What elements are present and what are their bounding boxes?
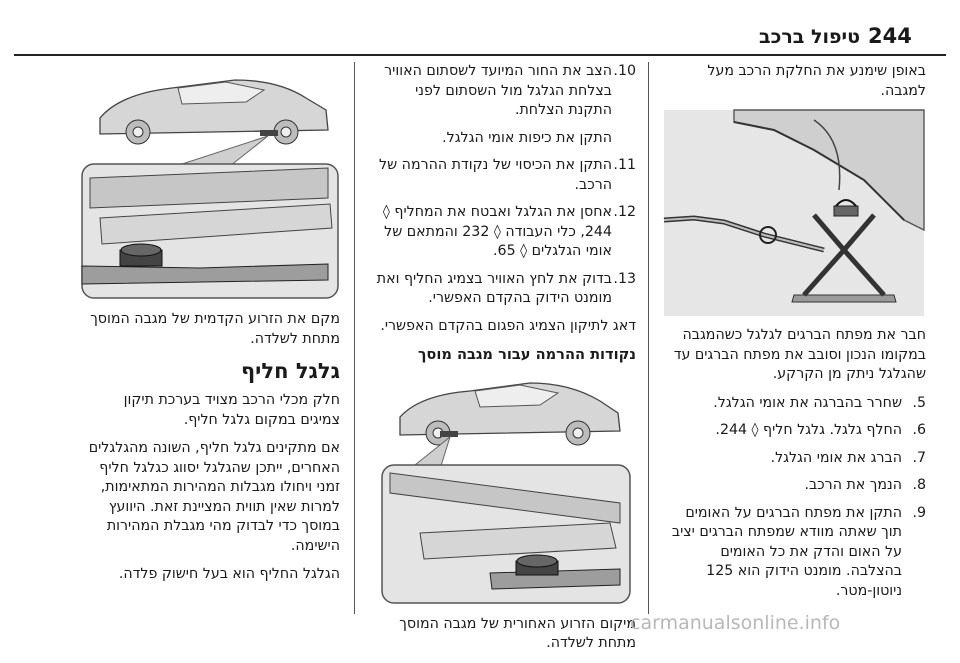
step-12 <box>370 203 636 262</box>
step-text: הנמך את הרכב. <box>804 477 902 493</box>
spare-wheel-para-3: הגלגל החליף הוא בעל חישוק פלדה. <box>118 566 340 582</box>
step-number: 13. <box>613 270 636 287</box>
front-lift-point-figure <box>80 68 340 300</box>
step-number: 8. <box>912 477 926 493</box>
column-right <box>662 62 926 609</box>
step-text: הצב את החור המיועד לשסתום האוויר בצלחת הגלגל מול השסתום לפני התקנת הצלחת. <box>384 63 612 118</box>
step-7 <box>662 449 926 469</box>
step-5 <box>662 394 926 414</box>
step-number: 9. <box>912 504 926 521</box>
rear-lift-point-figure <box>380 373 632 605</box>
step-10-continued: התקן את כיפות אומי הגלגל. <box>442 129 612 146</box>
column-middle <box>370 62 636 663</box>
step-number: 12. <box>613 204 636 220</box>
front-lift-caption: מקם את הזרוע הקדמית של מגבה המוסך מתחת לשלדה. <box>90 311 340 347</box>
jack-figure <box>664 110 924 316</box>
step-text: הברג את אומי הגלגל. <box>770 449 902 466</box>
step-number: 10. <box>613 63 636 79</box>
spare-wheel-para-2: אם מתקינים גלגל חליף, השונה מהגלגלים האחרים, ייתכן שהגלגל יסווג כגלגל חליף זמני ויחולו מגבלות המהירות המתאימות, למרות שאין תווית המציינת זאת. היוועץ במוסך כדי לבדוק מהי מגבלת המהירות הישימה. <box>88 440 340 554</box>
watermark: carmanualsonline.info <box>630 612 841 634</box>
spare-wheel-heading: גלגל חליף <box>241 359 340 383</box>
chapter-title: טיפול ברכב <box>758 26 860 48</box>
step-text: התקן את מפתח הברגים על האומים תוך שאתה מוודא שמפתח הברגים יציב על האום והדק את כל האומים בהצלבה. מומנט הידוק הוא 125 ניוטון-מטר. <box>671 504 902 599</box>
step-10 <box>370 62 636 121</box>
step-text: בדוק את לחץ האוויר בצמיג החליף ואת מומנט הידוק בהקדם האפשרי. <box>376 270 612 306</box>
step-text: החלף גלגל. גלגל חליף ◊ 244. <box>715 422 902 438</box>
page-header <box>0 0 960 54</box>
column-divider <box>648 62 649 614</box>
step-text: שחרר בהברגה את אומי הגלגל. <box>713 394 902 411</box>
step-11 <box>370 156 636 195</box>
step-number: 11. <box>613 157 636 173</box>
column-divider <box>354 62 355 614</box>
step-text: אחסן את הגלגל ואבטח את המחליף ◊ 244, כלי העבודה ◊ 232 והמתאם של אומי הגלגלים ◊ 65. <box>382 204 612 259</box>
lift-points-subheading: נקודות ההרמה עבור מגבה מוסך <box>417 346 636 363</box>
step-6 <box>662 421 926 441</box>
rear-lift-caption: מיקום הזרוע האחורית של מגבה המוסך מתחת לשלדה. <box>399 615 636 651</box>
page-number: 244 <box>868 24 912 48</box>
header-rule <box>14 54 946 56</box>
step-number: 6. <box>912 422 926 438</box>
jack-figure-caption: חבר את מפתח הברגים לגלגל כשהמגבה במקומו הנכון וסובב את מפתח הברגים עד שהגלגל ניתק מן הקרקע. <box>673 327 926 382</box>
step-13 <box>370 270 636 309</box>
step-9 <box>662 504 926 602</box>
column-left <box>80 62 340 594</box>
step-number: 7. <box>912 449 926 466</box>
step-8 <box>662 476 926 496</box>
repair-note: דאג לתיקון הצמיג הפגום בהקדם האפשרי. <box>380 317 636 334</box>
intro-text: באופן שימנע את החלקת הרכב מעל למגבה. <box>707 63 926 99</box>
step-number: 5. <box>912 394 926 411</box>
step-text: התקן את הכיסוי של נקודת ההרמה של הרכב. <box>379 157 612 193</box>
spare-wheel-para-1: חלק מכלי הרכב מצויד בערכת תיקון צמיגים במקום גלגל חליף. <box>123 392 340 428</box>
